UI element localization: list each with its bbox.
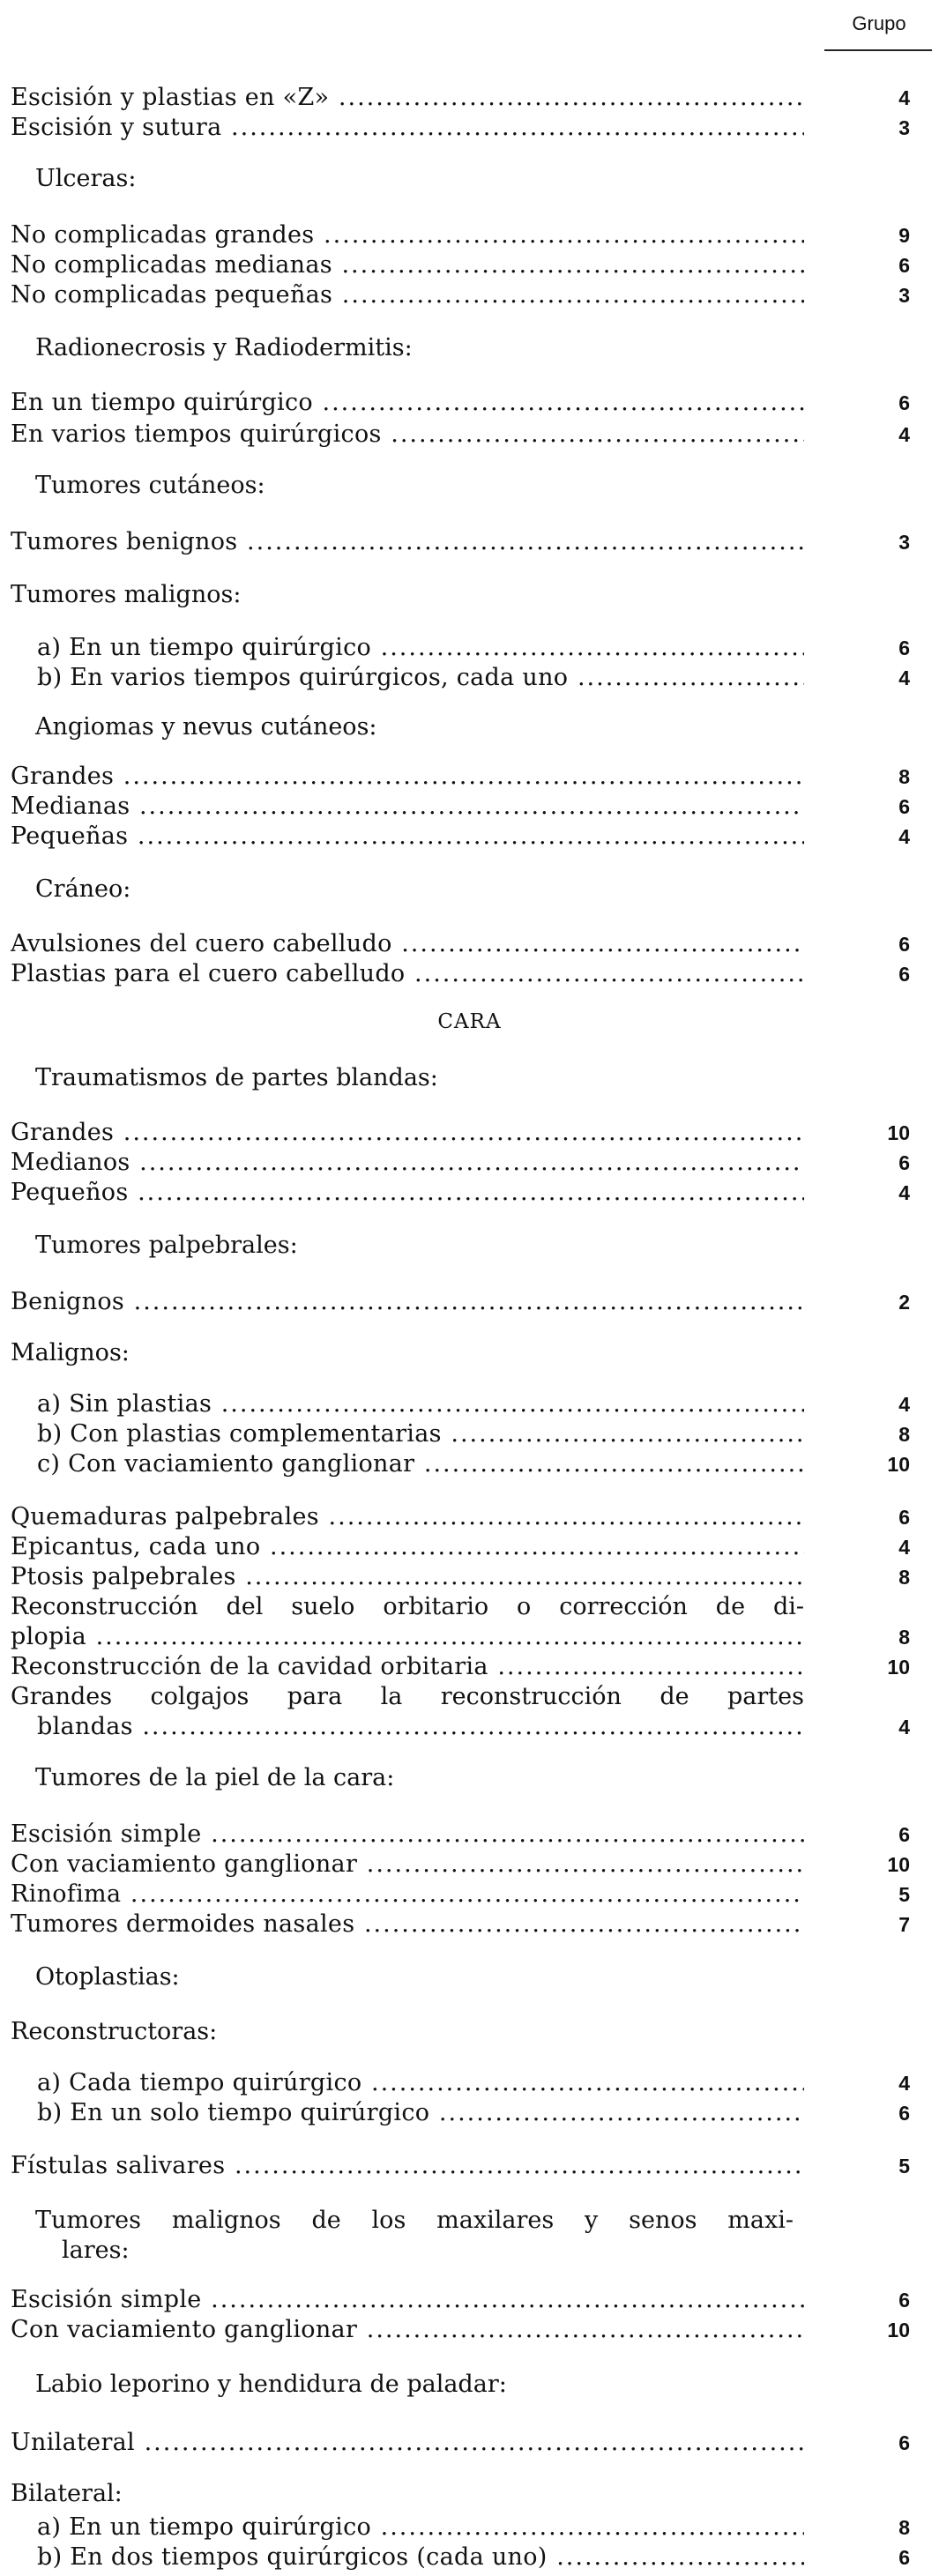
list-item — [11, 762, 910, 792]
item-group: 4 — [898, 1716, 910, 1738]
section-heading: Angiomas y nevus cutáneos: — [35, 713, 377, 741]
item-group: 7 — [898, 1913, 910, 1936]
item-group: 3 — [898, 284, 910, 307]
list-item — [11, 1652, 910, 1682]
list-item — [11, 633, 910, 663]
item-group: 4 — [898, 86, 910, 109]
item-group: 3 — [898, 531, 910, 554]
section-heading-continuation: lares: — [62, 2237, 130, 2264]
list-item — [11, 1880, 910, 1910]
section-heading: Traumatismos de partes blandas: — [35, 1064, 438, 1091]
section-heading: Tumores de la piel de la cara: — [35, 1764, 395, 1791]
item-group: 6 — [898, 2102, 910, 2125]
list-item — [11, 113, 910, 143]
item-group: 10 — [887, 1853, 910, 1876]
list-item — [11, 1910, 910, 1939]
item-group: 4 — [898, 1393, 910, 1416]
item-group: 4 — [898, 1181, 910, 1204]
item-group: 4 — [898, 825, 910, 848]
list-item — [11, 1118, 910, 1148]
item-group: 2 — [898, 1291, 910, 1314]
list-item — [11, 1622, 910, 1652]
section-heading: Radionecrosis y Radiodermitis: — [35, 334, 413, 361]
item-group: 6 — [898, 963, 910, 986]
item-label: Ptosis palpebrales ..... — [11, 1562, 804, 1592]
item-group: 6 — [898, 1151, 910, 1174]
item-group: 5 — [898, 2155, 910, 2178]
item-label: c) Con vaciamiento ganglionar ..... — [37, 1449, 804, 1479]
item-label: Unilateral ..... — [11, 2428, 804, 2458]
item-label: Con vaciamiento ganglionar ..... — [11, 1850, 804, 1880]
item-label: Pequeños ..... — [11, 1178, 804, 1208]
item-group: 8 — [898, 2516, 910, 2539]
section-title-cara: CARA — [437, 1010, 502, 1033]
item-label: Rinofima ..... — [11, 1880, 804, 1910]
item-label: En varios tiempos quirúrgicos ..... — [11, 420, 804, 450]
item-label: Escisión simple ..... — [11, 2285, 804, 2315]
item-label: b) Con plastias complementarias ..... — [37, 1419, 804, 1449]
list-item — [11, 1148, 910, 1178]
list-item — [11, 250, 910, 280]
list-item — [11, 1178, 910, 1208]
item-label: Tumores dermoides nasales ..... — [11, 1910, 804, 1939]
item-group: 10 — [887, 1656, 910, 1679]
list-item — [11, 2513, 910, 2542]
item-label: Medianos ..... — [11, 1148, 804, 1178]
list-item — [11, 663, 910, 693]
item-label: Escisión y plastias en «Z» ..... — [11, 83, 804, 113]
item-group: 8 — [898, 765, 910, 788]
item-group: 10 — [887, 2319, 910, 2341]
item-label: No complicadas medianas ..... — [11, 250, 804, 280]
column-header-grupo: Grupo — [852, 12, 906, 34]
item-group: 6 — [898, 637, 910, 659]
item-group: 6 — [898, 1823, 910, 1846]
list-item — [11, 1287, 910, 1317]
item-group: 6 — [898, 795, 910, 818]
section-heading: Tumores cutáneos: — [35, 472, 265, 499]
item-label: Benignos ..... — [11, 1287, 804, 1317]
item-label: Medianas ..... — [11, 792, 804, 822]
list-item — [11, 2542, 910, 2572]
item-group: 10 — [887, 1453, 910, 1476]
section-heading: Tumores palpebrales: — [35, 1232, 298, 1259]
list-item — [11, 1389, 910, 1419]
item-label: No complicadas grandes ..... — [11, 220, 804, 250]
list-item — [11, 2285, 910, 2315]
item-group: 6 — [898, 391, 910, 414]
item-group: 4 — [898, 2072, 910, 2095]
item-group: 10 — [887, 1121, 910, 1144]
list-item — [11, 2098, 910, 2128]
list-item — [11, 959, 910, 989]
item-group: 8 — [898, 1566, 910, 1589]
list-item — [11, 1502, 910, 1532]
item-label: No complicadas pequeñas ..... — [11, 280, 804, 310]
list-item — [11, 2315, 910, 2345]
list-item — [11, 792, 910, 822]
list-item — [11, 388, 910, 418]
item-group: 6 — [898, 1506, 910, 1529]
item-label: a) En un tiempo quirúrgico ..... — [37, 2513, 804, 2542]
list-item — [11, 2068, 910, 2098]
item-group: 6 — [898, 2546, 910, 2569]
list-item — [11, 1449, 910, 1479]
item-group: 5 — [898, 1883, 910, 1906]
item-label: Reconstrucción de la cavidad orbitaria ..... — [11, 1652, 804, 1682]
item-label: Tumores benignos ..... — [11, 527, 804, 557]
list-item — [11, 1562, 910, 1592]
item-group: 9 — [898, 224, 910, 247]
list-item — [11, 2428, 910, 2458]
subsection-heading: Tumores malignos: — [11, 581, 242, 608]
item-label: a) Cada tiempo quirúrgico ..... — [37, 2068, 804, 2098]
item-label: Pequeñas ..... — [11, 822, 804, 852]
item-group: 4 — [898, 1536, 910, 1559]
item-group: 4 — [898, 423, 910, 446]
list-item — [11, 527, 910, 557]
list-item — [11, 1850, 910, 1880]
list-item — [11, 83, 910, 113]
list-item — [11, 1820, 910, 1850]
list-item — [11, 2151, 910, 2181]
section-heading: Otoplastias: — [35, 1963, 180, 1991]
header-rule — [824, 49, 932, 51]
item-group: 4 — [898, 666, 910, 689]
list-item — [11, 280, 910, 310]
subsection-heading: Reconstructoras: — [11, 2018, 218, 2045]
list-item — [11, 1419, 910, 1449]
item-label: blandas ..... — [37, 1712, 804, 1742]
list-item — [11, 929, 910, 959]
item-label: Quemaduras palpebrales ..... — [11, 1502, 804, 1532]
section-heading: Tumores malignos de los maxilares y senos maxi- — [35, 2207, 794, 2234]
subsection-heading: Malignos: — [11, 1339, 130, 1366]
item-label: Con vaciamiento ganglionar ..... — [11, 2315, 804, 2345]
item-label: plopia ..... — [11, 1622, 804, 1652]
item-label: Grandes ..... — [11, 1118, 804, 1148]
item-group: 6 — [898, 933, 910, 956]
list-item-first-line: Reconstrucción del suelo orbitario o corrección de di- — [11, 1593, 804, 1620]
section-heading: Labio leporino y hendidura de paladar: — [35, 2371, 507, 2398]
list-item — [11, 420, 910, 450]
item-label: Escisión simple ..... — [11, 1820, 804, 1850]
list-item-first-line: Grandes colgajos para la reconstrucción de partes — [11, 1683, 804, 1710]
list-item — [11, 220, 910, 250]
item-group: 8 — [898, 1423, 910, 1446]
item-label: Epicantus, cada uno ..... — [11, 1532, 804, 1562]
list-item — [11, 1712, 910, 1742]
item-label: Grandes ..... — [11, 762, 804, 792]
item-label: En un tiempo quirúrgico ..... — [11, 388, 804, 418]
item-label: Fístulas salivares ..... — [11, 2151, 804, 2181]
item-group: 8 — [898, 1626, 910, 1649]
item-group: 6 — [898, 254, 910, 277]
section-heading: Ulceras: — [35, 165, 137, 192]
subsection-heading: Bilateral: — [11, 2480, 123, 2507]
item-label: Avulsiones del cuero cabelludo ..... — [11, 929, 804, 959]
item-label: b) En dos tiempos quirúrgicos (cada uno) ..... — [37, 2542, 804, 2572]
list-item — [11, 1532, 910, 1562]
item-group: 3 — [898, 116, 910, 139]
item-label: Plastias para el cuero cabelludo ..... — [11, 959, 804, 989]
item-label: Escisión y sutura ..... — [11, 113, 804, 143]
item-group: 6 — [898, 2289, 910, 2312]
item-label: a) Sin plastias ..... — [37, 1389, 804, 1419]
item-group: 6 — [898, 2431, 910, 2454]
item-label: a) En un tiempo quirúrgico ..... — [37, 633, 804, 663]
item-label: b) En varios tiempos quirúrgicos, cada uno ..... — [37, 663, 804, 693]
list-item — [11, 822, 910, 852]
section-heading: Cráneo: — [35, 875, 131, 903]
item-label: b) En un solo tiempo quirúrgico ..... — [37, 2098, 804, 2128]
